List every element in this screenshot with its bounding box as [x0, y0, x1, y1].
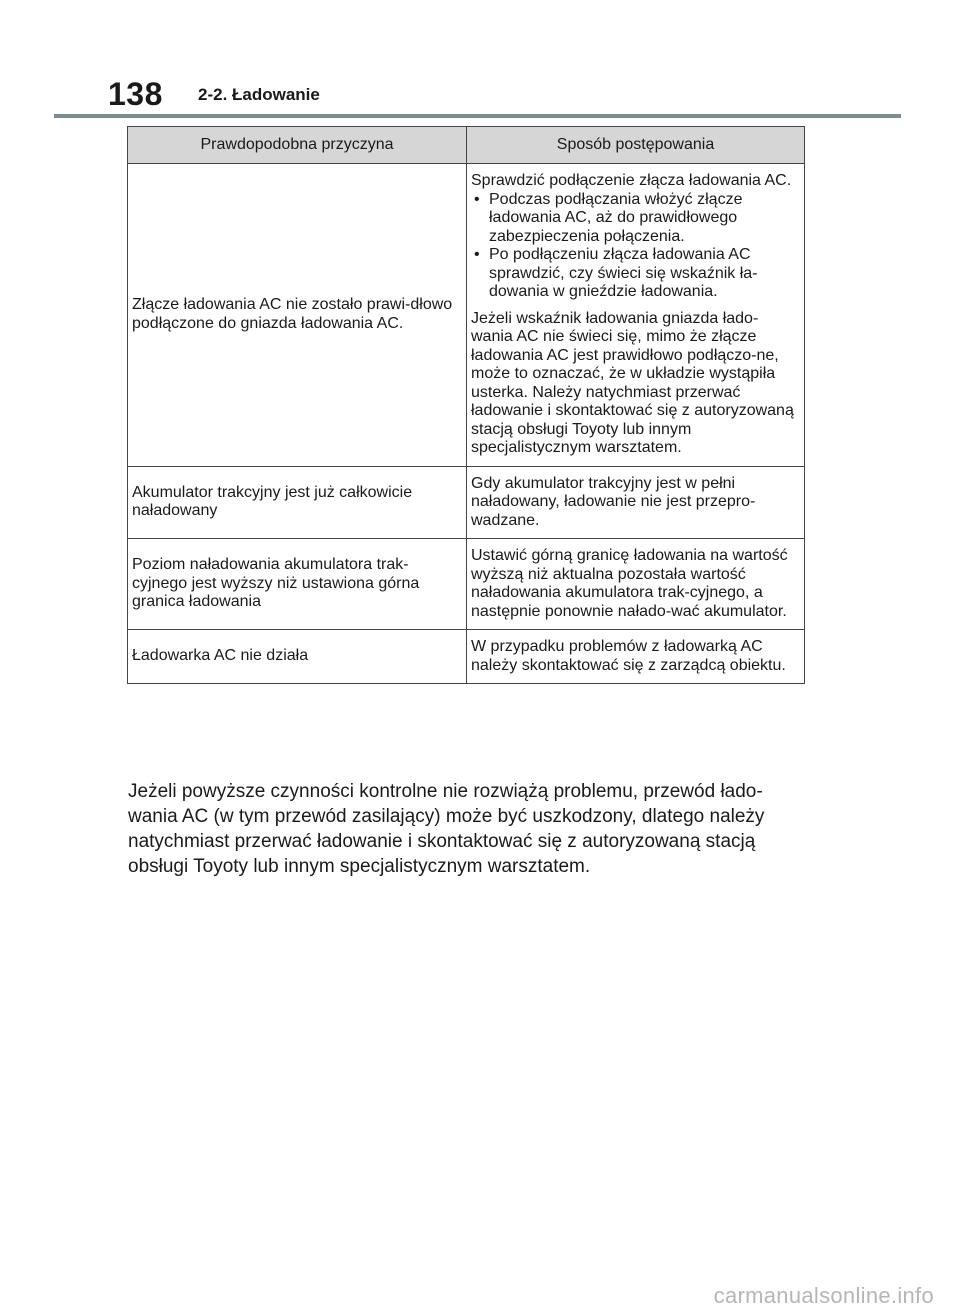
table-row: [128, 164, 805, 467]
list-item: • Po podłączeniu złącza ładowania AC sprawdzić, czy świeci się wskaźnik ła-dowania w gnieździe ładowania.: [471, 246, 799, 302]
cause-cell: Złącze ładowania AC nie zostało prawi-dłowo podłączone do gniazda ładowania AC.: [128, 164, 467, 467]
closing-paragraph: Jeżeli powyższe czynności kontrolne nie rozwiążą problemu, przewód łado-wania AC (w tym przewód zasilający) może być uszkodzony, dlatego należy natychmiast przerwać ładowanie i skontaktować się z autoryzowaną stacją obsługi Toyoty lub innym specjalistycznym warsztatem.: [128, 781, 765, 877]
remedy-cell: W przypadku problemów z ładowarką AC należy skontaktować się z zarządcą obiektu.: [467, 630, 805, 684]
remedy-warning: Jeżeli wskaźnik ładowania gniazda łado-wania AC nie świeci się, mimo że złącze ładowania AC jest prawidłowo podłączo-ne, może to oznaczać, że w układzie wystąpiła usterka. Należy natychmiast przerwać ładowanie i skontaktować się z autoryzowaną stacją obsługi Toyoty lub innym specjalistycznym warsztatem.: [471, 309, 794, 456]
table-row: [128, 466, 805, 539]
remedy-bullet-list: [471, 191, 799, 302]
remedy-cell: Ustawić górną granicę ładowania na wartość wyższą niż aktualna pozostała wartość naładowania akumulatora trak-cyjnego, a następnie ponownie nałado-wać akumulator.: [467, 539, 805, 630]
watermark: carmanualsonline.info: [713, 1283, 934, 1308]
table-row: [128, 539, 805, 630]
column-header-cause: Prawdopodobna przyczyna: [128, 127, 467, 164]
table-row: [128, 630, 805, 684]
header-rule: [54, 114, 901, 118]
remedy-cell: Gdy akumulator trakcyjny jest w pełni naładowany, ładowanie nie jest przepro-wadzane.: [467, 466, 805, 539]
table-header-row: [128, 127, 805, 164]
cause-cell: Poziom naładowania akumulatora trak-cyjnego jest wyższy niż ustawiona górna granica ładowania: [128, 539, 467, 630]
list-item: • Podczas podłączania włożyć złącze ładowania AC, aż do prawidłowego zabezpieczenia połączenia.: [471, 191, 799, 247]
cause-cell: Ładowarka AC nie działa: [128, 630, 467, 684]
remedy-cell: [467, 164, 805, 467]
cause-cell: Akumulator trakcyjny jest już całkowicie naładowany: [128, 466, 467, 539]
page-number: 138: [108, 76, 163, 112]
remedy-intro: Sprawdzić podłączenie złącza ładowania AC.: [471, 172, 792, 189]
section-title: 2-2. Ładowanie: [198, 85, 320, 104]
troubleshooting-table: [127, 126, 805, 684]
column-header-remedy: Sposób postępowania: [467, 127, 805, 164]
